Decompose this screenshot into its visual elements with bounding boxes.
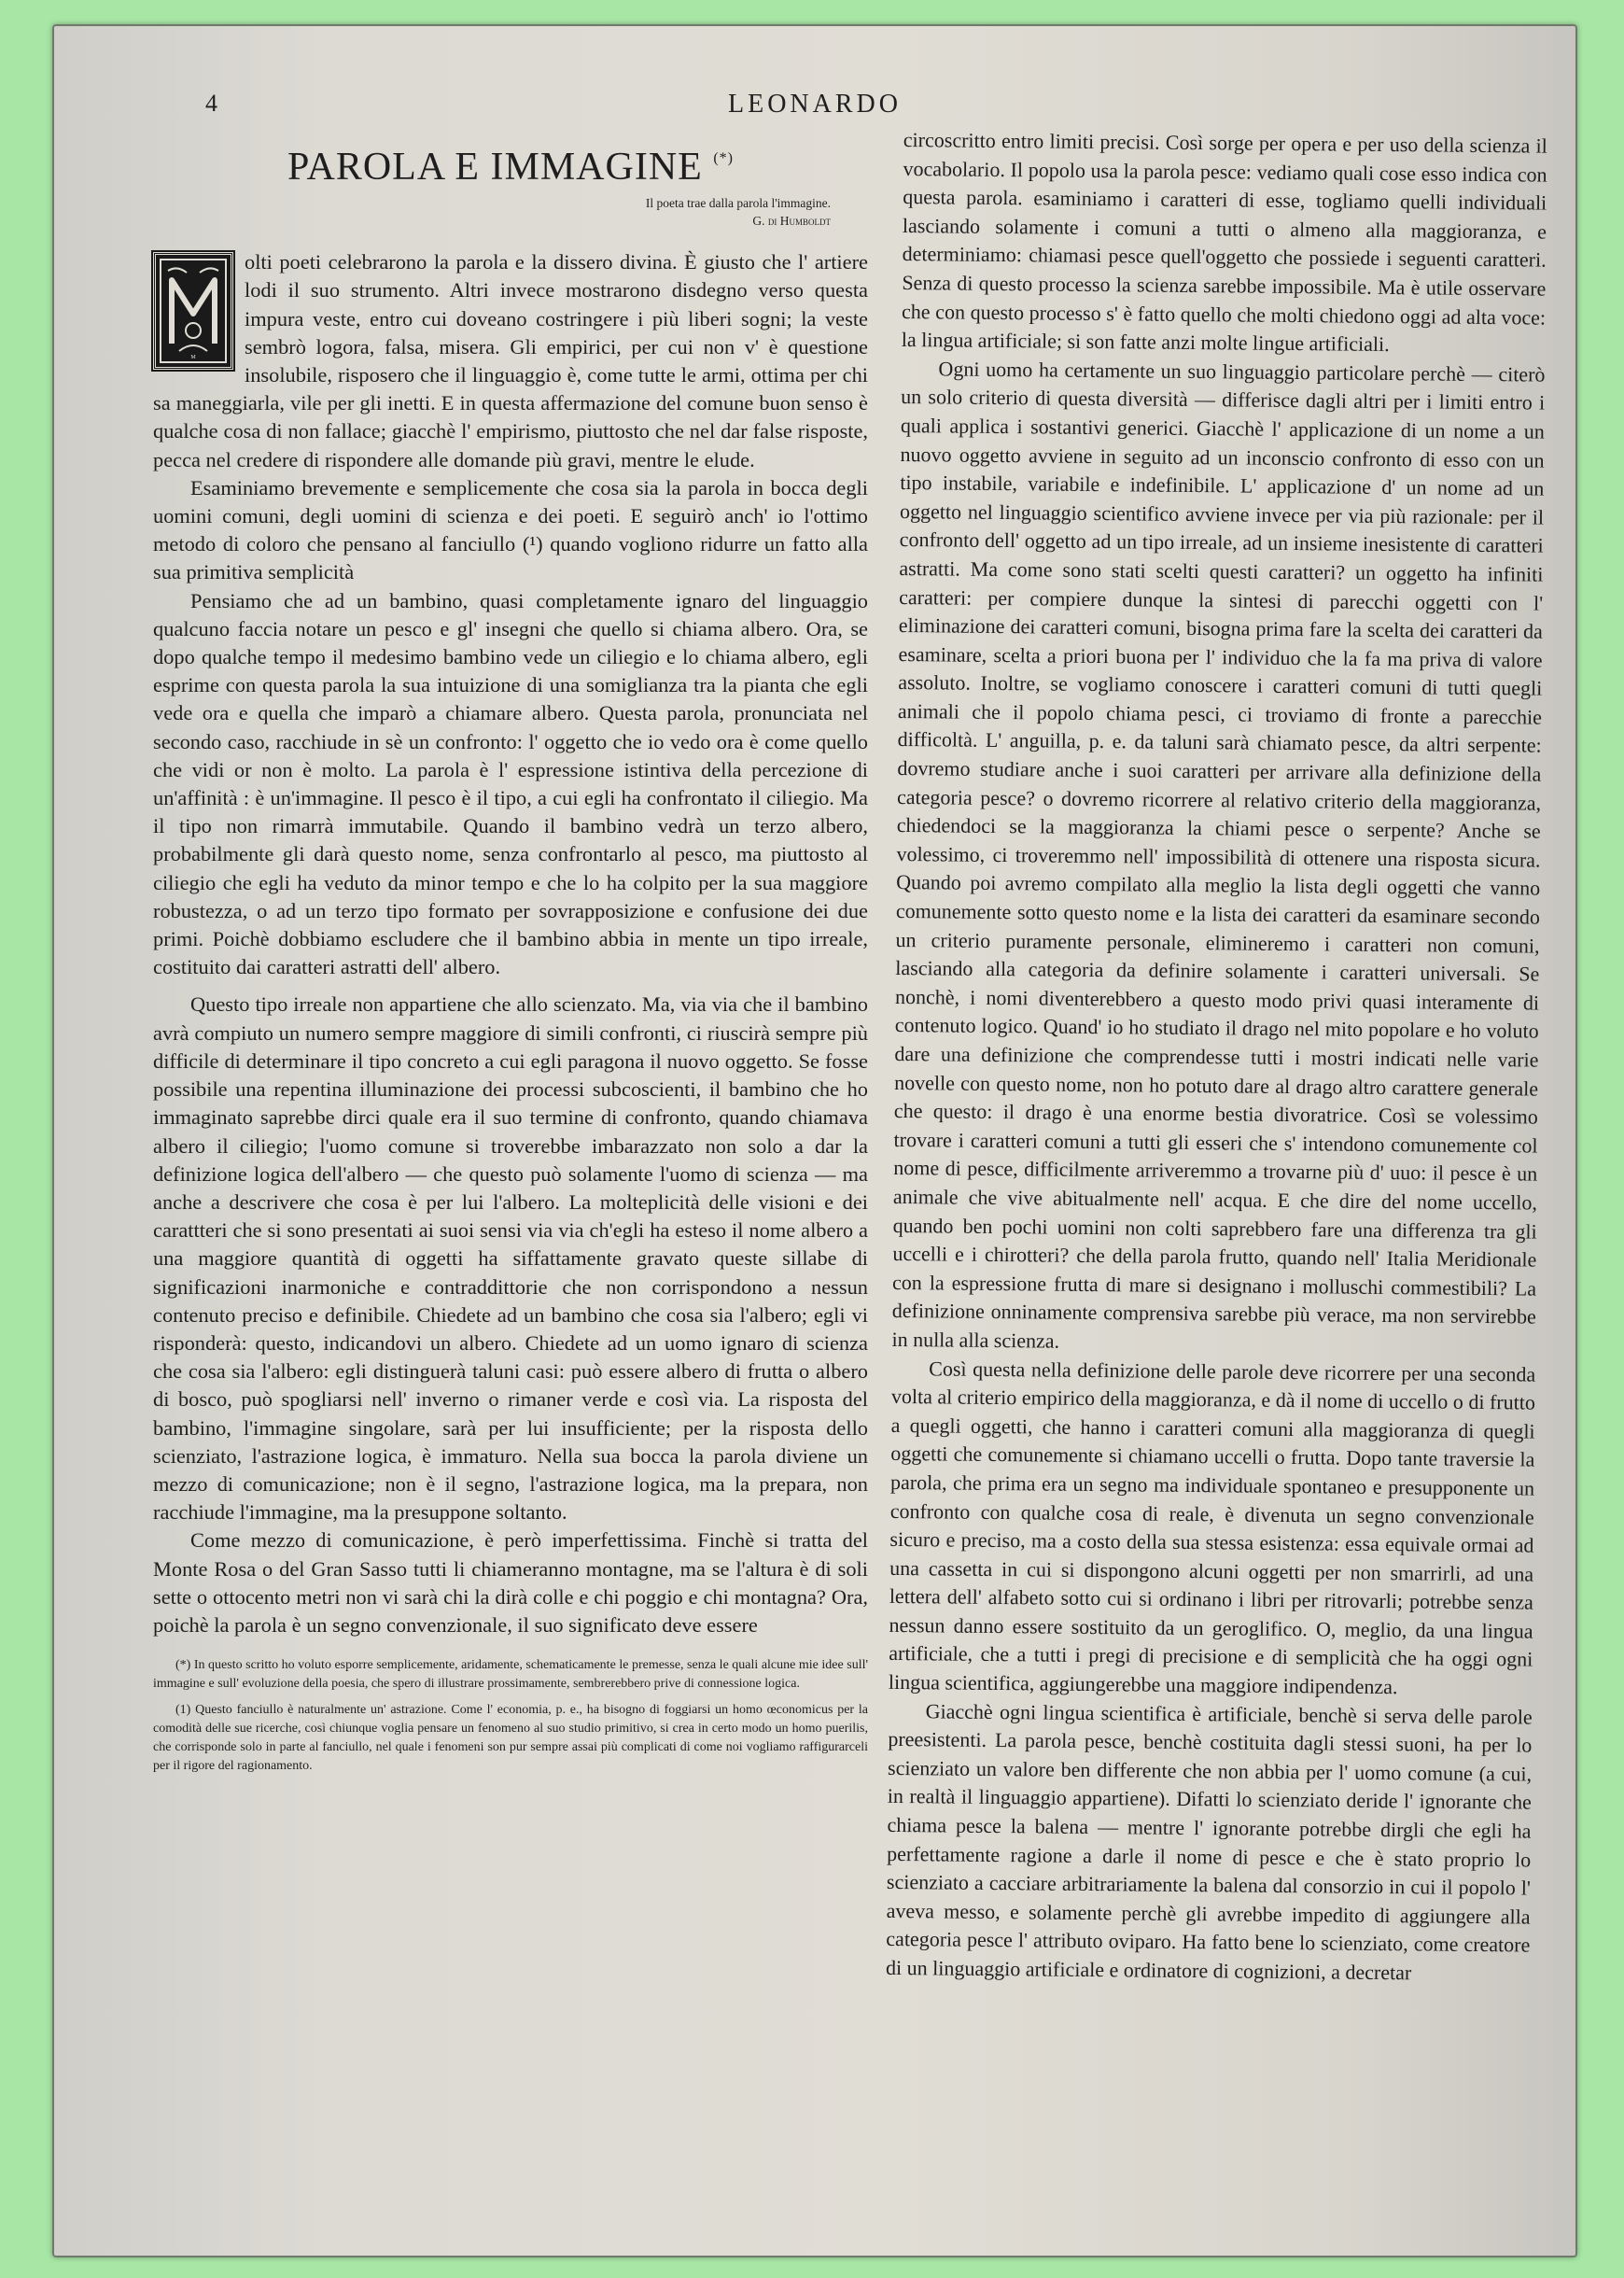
left-column	[153, 117, 868, 1783]
footnotes	[153, 1656, 868, 1776]
title-footnote-mark: (*)	[713, 150, 734, 166]
paragraph: circoscritto entro limiti precisi. Così sorge per opera e per uso della scienza il vocabolario. Il popolo usa la parola pesce: vediamo quali cose esso indica con questa parola. esaminiamo i caratteri di esse, togliamo quelli individuali lasciando solamente i comuni a tutti o almeno alla maggioranza, e determiniamo: chiamasi pesce quell'oggetto che possiede i seguenti caratteri. Senza di questo processo la scienza sarebbe impossibile. Ma è utile osservare che con questo processo s' è fatto quello che molti chiedono oggi ad alta voce: la lingua artificiale; si son fatte anzi molte lingue artificiali.	[901, 127, 1547, 357]
paragraph: Come mezzo di comunicazione, è però imperfettissima. Finchè si tratta del Monte Rosa o del Gran Sasso tutti li chiameranno montagne, ma se l'altura è di soli sette o ottocento metri non vi sarà chi la dirà colle e chi poggio e chi montagna? Ora, poichè la parola è un segno convenzionale, il suo significato deve essere	[153, 1528, 868, 1637]
paragraph: Esaminiamo brevemente e semplicemente che cosa sia la parola in bocca degli uomini comuni, degli uomini di scienza e dei poeti. E seguirò anch' io l'ottimo metodo di coloro che pensano al fanciullo (¹) quando vogliono ridurre un fatto alla sua primitiva semplicità	[153, 475, 868, 584]
right-column	[886, 126, 1547, 1989]
svg-text:M: M	[190, 355, 196, 361]
ornamental-initial	[153, 252, 233, 370]
article-title: PAROLA E IMMAGINE (*)	[287, 146, 734, 189]
footnote: (*) In questo scritto ho voluto esporre semplicemente, aridamente, schematicamente le premesse, senza le quali alcune mie idee sull' immagine e sull' evoluzione della poesia, che spero di illustrare prossimamente, sembrerebbero prive di connessione logica.	[153, 1658, 868, 1692]
paragraph: Così questa nella definizione delle parole deve ricorrere per una seconda volta al criterio empirico della maggioranza, e dà il nome di uccello o di frutto a quegli oggetti, che hanno i caratteri comuni alla maggioranza di quegli oggetti che comunemente si chiamano uccelli o frutta. Dopo tante traversie la parola, che prima era un segno ma individuale spontaneo e presupponente un confronto con qualche cosa di reale, è divenuta un segno convenzionale sicuro e preciso, ma a costo della sua stessa esistenza: essa equivale ormai ad una cassetta in cui si dispongono alcuni oggetti per non smarrirli, ad una lettera dell' alfabeto sotto cui si ordinano i libri per ritrovarli; potrebbe senza nessun danno essere sostituito da un geroglifico. O, meglio, da una lingua artificiale, che a tutti i pregi di precisione e di semplicità che ha oggi ogni lingua scientifica, aggiungerebbe una maggiore indipendenza.	[888, 1356, 1536, 1699]
paragraph: Ogni uomo ha certamente un suo linguaggio particolare perchè — citerò un solo criterio di questa diversità — differisce dagli altri per i limiti entro i quali applica i sostantivi generici. Giacchè l' applicazione di un nome a un nuovo oggetto avviene in seguito ad un inconscio confronto di esso con un tipo instabile, variabile e indefinibile. L' applicazione d' un nome ad un oggetto nel linguaggio scientifico avviene invece per via più razionale: per il confronto dell' oggetto ad un tipo irreale, ad un insieme inesistente di caratteri astratti. Ma come sono stati scelti questi caratteri? un oggetto ha infiniti caratteri: per compiere dunque la sintesi di parecchi oggetti con l' eliminazione dei caratteri comuni, bisogna prima fare la scelta dei caratteri da esaminare, scelta a priori buona per l' individuo che la fa ma priva di valore assoluto. Inoltre, se vogliamo conoscere i caratteri comuni di tutti quegli animali che il popolo chiama pesci, ci troviamo di fronte a parecchie difficoltà. L' anguilla, p. e. da taluni sarà chiamato pesce, da altri serpente: dovremo studiare anche i suoi caratteri per arrivare alla definizione della categoria pesce? o dovremo ricorrere al relativo criterio della maggioranza, chiedendoci se la maggioranza la chiami pesce o serpente? Anche se volessimo, ci troveremmo nell' impossibilità di ottenere una risposta sicura. Quando poi avremo compilato alla meglio la lista degli oggetti che vanno comunemente sotto questo nome e la lista dei caratteri da esaminare secondo un criterio puramente personale, elimineremo i caratteri non comuni, lasciando alla categoria da definire solamente i caratteri universali. Se nonchè, i nomi diventerebbero a questo modo privi quasi interamente di contenuto logico. Quand' io ho studiato il drago nel mito popolare e ho voluto dare una definizione che comprendesse tutti i mostri indicati nelle varie novelle con questo nome, non ho potuto dare al drago altro carattere generale che questo: il drago è una enorme bestia divoratrice. Così se volessimo trovare i caratteri comuni a tutti gli esseri che s' intendono comunemente col nome di pesce, difficilmente arriveremmo a trovarne più d' uuo: il pesce è un animale che vive abitualmente nell' acqua. E che dire del nome uccello, quando ben pochi uomini non colti saprebbero fare una differenza tra gli uccelli e i chirotteri? che della parola frutto, quando nell' Italia Meridionale con la espressione frutta di mare si designano i molluschi commestibili? La definizione onninamente comprensiva sarebbe più verace, ma non servirebbe in nulla alla scienza.	[891, 357, 1546, 1353]
paragraph: Pensiamo che ad un bambino, quasi completamente ignaro del linguaggio qualcuno faccia notare un pesco e gl' insegni che quello si chiama albero. Ora, se dopo qualche tempo il medesimo bambino vede un ciliegio e lo chiama albero, egli esprime con questa parola la sua intuizione di una somiglianza tra la pianta che egli vede ora e quella che imparò a chiamare albero. Questa parola, pronunciata nel secondo caso, racchiude in sè un confronto: l' oggetto che io vedo ora è come quello che vidi or non è molto. La parola è l' espressione istintiva della percezione di un'affinità : è un'immagine. Il pesco è il tipo, a cui egli ha confrontato il ciliegio. Ma il tipo non rimarrà immutabile. Quando il bambino vedrà un terzo albero, probabilmente gli darà questo nome, senza confrontarlo al pesco, ma piuttosto al ciliegio che egli ha veduto da minor tempo e che lo ha colpito per la sua maggiore robustezza, o ad un terzo tipo formato per sovrapposizione e confusione dei due primi. Poichè dobbiamo escludere che il bambino abbia in mente un tipo irreale, costituito dai caratteri astratti dell' albero.	[153, 588, 868, 979]
paragraph: Giacchè ogni lingua scientifica è artificiale, benchè si serva delle parole preesistenti. La parola pesce, benchè costituita dagli stessi suoni, ha per lo scienziato un valore ben differente che non abbia per l' uomo comune (a cui, in realtà il linguaggio appartiene). Difatti lo scienziato deride l' ignorante che chiama pesce la balena — mentre l' ignorante potrebbe dirgli che egli ha perfettamente ragione a darle il nome di pesce e che è stato proprio lo scienziato a cacciare arbitrariamente la balena dal consorzio in cui il popolo l' aveva messo, e solamente perchè gli avrebbe impedito di aggiungere alla categoria pesce l' attributo oviparo. Ha fatto bene lo scienziato, come creatore di un linguaggio artificiale e ordinatore di cognizioni, a decretar	[885, 1698, 1533, 1985]
page-number: 4	[205, 90, 217, 117]
epigraph-text: Il poeta trae dalla parola l'immagine.	[645, 196, 831, 211]
decorated-letter-m-icon	[159, 258, 228, 364]
epigraph	[153, 194, 831, 230]
footnote: (1) Questo fanciullo è naturalmente un' astrazione. Come l' economia, p. e., ha bisogno di foggiarsi un homo œconomicus per la comodità delle sue ricerche, così chiunque voglia pensare un fenomeno al suo studio primitivo, si crea in certo modo un homo puerilis, che corrisponde solo in parte al fanciullo, nel quale i fenomeni son pur sempre assai più complicati di come noi vogliamo raffigurarceli per il rigore del ragionamento.	[153, 1703, 868, 1774]
journal-title: LEONARDO	[728, 90, 902, 119]
paragraph: olti poeti celebrarono la parola e la dissero divina. È giusto che l' artiere lodi il suo strumento. Altri invece mostrarono disdegno verso questa impura veste, entro cui doveano costringere i più liberi sogni; la veste sembrò logora, falsa, misera. Gli empirici, per cui non v' è questione insolubile, risposero che il linguaggio è, come tutte le armi, ottima per chi sa maneggiarla, vile per gli inetti. E in questa affermazione del comune buon senso è qualche cosa di non fallace; giacchè l' empirismo, piuttosto che nel dar false risposte, pecca nel credere di rispondere alle domande più gravi, mentre le elude.	[153, 250, 868, 471]
epigraph-author: G. di Humboldt	[752, 214, 831, 229]
paragraph: Questo tipo irreale non appartiene che allo scienzato. Ma, via via che il bambino avrà compiuto un numero sempre maggiore di simili confronti, ci riuscirà sempre più difficile di determinare il tipo concreto a cui egli paragona il nuovo oggetto. Se fosse possibile una repentina illuminazione dei processi subcoscienti, il bambino che ho immaginato saprebbe dirci quale era il suo termine di confronto, quando chiamava albero il ciliegio; l'uomo comune si troverebbe imbarazzato non solo a dar la definizione logica dell'albero — che questo può solamente l'uomo di scienza — ma anche a descrivere che cosa è per lui l'albero. La molteplicità delle visioni e dei carattteri che si sono presentati ai suoi sensi via via ch'egli ha esteso il nome albero a una maggiore quantità di oggetti ha siffattamente gravato queste sillabe di significazioni inarmoniche e contraddittorie che non corrispondono a nessun contenuto preciso e definibile. Chiedete ad un bambino che cosa sia l'albero; egli vi risponderà: questo, indicandovi un albero. Chiedete ad un uomo ignaro di scienza che cosa sia l'albero: egli distinguerà taluni casi: può essere albero di frutta o albero di bosco, può spogliarsi nell' inverno o rimaner verde e così via. La risposta del bambino, l'immagine singolare, sarà per lui insufficiente; per la risposta dello scienziato, l'astrazione logica, è immaturo. Nella sua bocca la parola diviene un mezzo di comunicazione; non è il segno, l'astrazione logica, ma la prepara, non racchiude l'immagine, ma la presuppone soltanto.	[153, 992, 868, 1525]
